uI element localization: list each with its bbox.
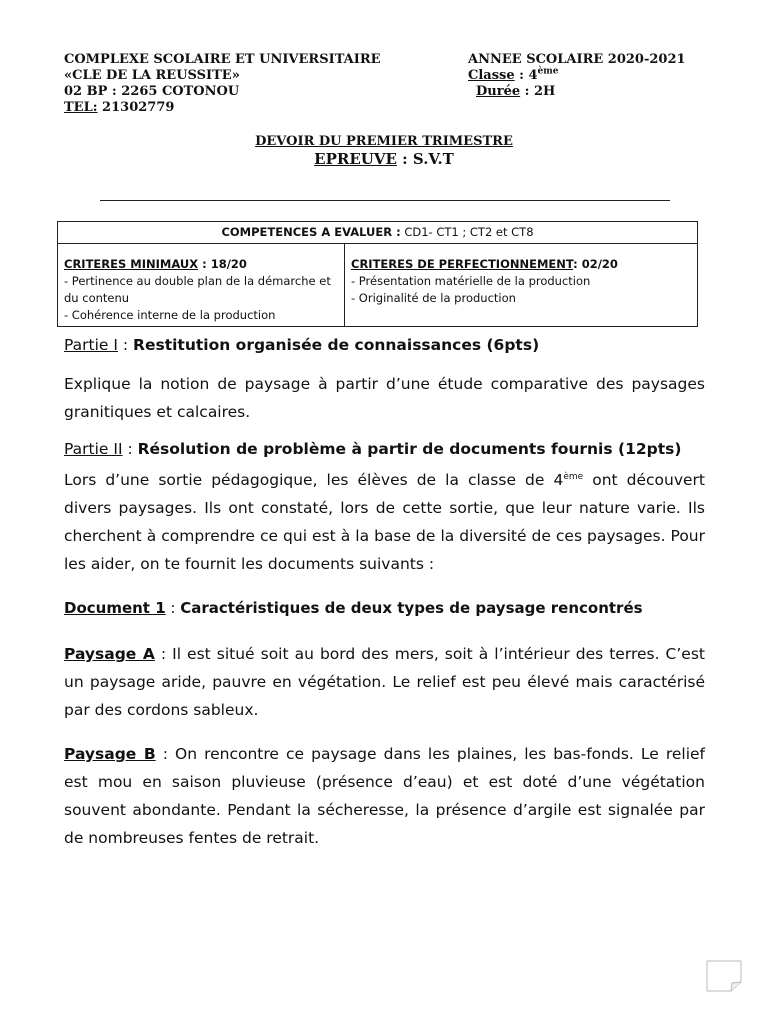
subject-label: EPREUVE (314, 150, 397, 168)
perf-criteria-value: : 02/20 (573, 257, 618, 271)
school-year: ANNEE SCOLAIRE 2020-2021 (468, 52, 686, 67)
perf-criteria-item: - Présentation matérielle de la production (351, 274, 591, 288)
class-value: : 4 (514, 68, 538, 83)
subject-value: : S.V.T (396, 150, 454, 168)
competences-cell (58, 222, 698, 244)
part1-title: Restitution organisée de connaissances (6pts) (133, 336, 540, 354)
subject-title (0, 150, 768, 168)
min-criteria-item: - Pertinence au double plan de la démarche et du contenu (64, 274, 331, 305)
part1-heading (64, 336, 539, 354)
phone-number: 21302779 (97, 100, 175, 115)
title-divider (100, 200, 670, 201)
document1-title: Caractéristiques de deux types de paysage rencontrés (180, 599, 643, 617)
part2-title: Résolution de problème à partir de documents fournis (12pts) (137, 440, 682, 458)
part2-text-end: ont découvert divers paysages. Ils ont constaté, lors de cette sortie, que leur nature varie. Ils cherchent à comprendre ce qui est à la base de la diversité de ces paysages. Pour les aider, on te fournit les documents suivants : (64, 471, 705, 573)
document1-sep: : (165, 599, 181, 617)
school-phone (64, 100, 381, 116)
school-address: 02 BP : 2265 COTONOU (64, 84, 240, 99)
duration-label: Durée (476, 84, 521, 99)
exam-info (468, 52, 686, 100)
competences-label: COMPETENCES A EVALUER : (221, 225, 401, 239)
criteria-table (57, 221, 698, 327)
duration-value: : 2H (520, 84, 556, 99)
phone-label: TEL: (64, 100, 98, 115)
part2-sep: : (122, 440, 138, 458)
exam-title-text: DEVOIR DU PREMIER TRIMESTRE (255, 134, 513, 149)
paysage-a-text: : Il est situé soit au bord des mers, soit à l’intérieur des terres. C’est un paysage aride, pauvre en végétation. Le relief est peu élevé mais caractérisé par des cordons sableux. (64, 645, 705, 719)
duration-info (468, 84, 686, 100)
page-curl-icon (706, 960, 742, 992)
part1-text: Explique la notion de paysage à partir d’une étude comparative des paysages granitiques et calcaires. (64, 375, 705, 421)
min-criteria-value: : 18/20 (198, 257, 247, 271)
part2-text-start: Lors d’une sortie pédagogique, les élèves de la classe de 4 (64, 471, 564, 489)
perf-criteria-label: CRITERES DE PERFECTIONNEMENT (351, 257, 574, 271)
part2-label: Partie II (64, 440, 123, 458)
school-info (64, 52, 381, 116)
part2-text (64, 466, 705, 578)
class-sup: ème (537, 66, 559, 77)
perf-criteria-item: - Originalité de la production (351, 291, 516, 305)
paysage-b-label: Paysage B (64, 745, 156, 763)
paysage-a-paragraph (64, 640, 705, 724)
perf-criteria-cell (345, 244, 698, 327)
school-name: COMPLEXE SCOLAIRE ET UNIVERSITAIRE (64, 52, 381, 67)
min-criteria-item: - Cohérence interne de la production (64, 308, 276, 322)
part1-label: Partie I (64, 336, 118, 354)
exam-title (0, 134, 768, 149)
class-info (468, 68, 686, 84)
part1-sep: : (117, 336, 134, 354)
document1-heading (64, 599, 643, 617)
paysage-b-text: : On rencontre ce paysage dans les plaines, les bas-fonds. Le relief est mou en saison pluvieuse (présence d’eau) et est doté d’une végétation souvent abondante. Pendant la sécheresse, la présence d’argile est signalée par de nombreuses fentes de retrait. (64, 745, 705, 847)
competences-value: CD1- CT1 ; CT2 et CT8 (400, 225, 534, 239)
document1-label: Document 1 (64, 599, 166, 617)
part2-text-sup: ème (563, 471, 584, 482)
part2-heading (64, 440, 681, 458)
paysage-b-paragraph (64, 740, 705, 852)
class-label: Classe (468, 68, 515, 83)
min-criteria-label: CRITERES MINIMAUX (64, 257, 199, 271)
school-motto: «CLE DE LA REUSSITE» (64, 68, 240, 83)
min-criteria-cell (58, 244, 345, 327)
paysage-a-label: Paysage A (64, 645, 155, 663)
